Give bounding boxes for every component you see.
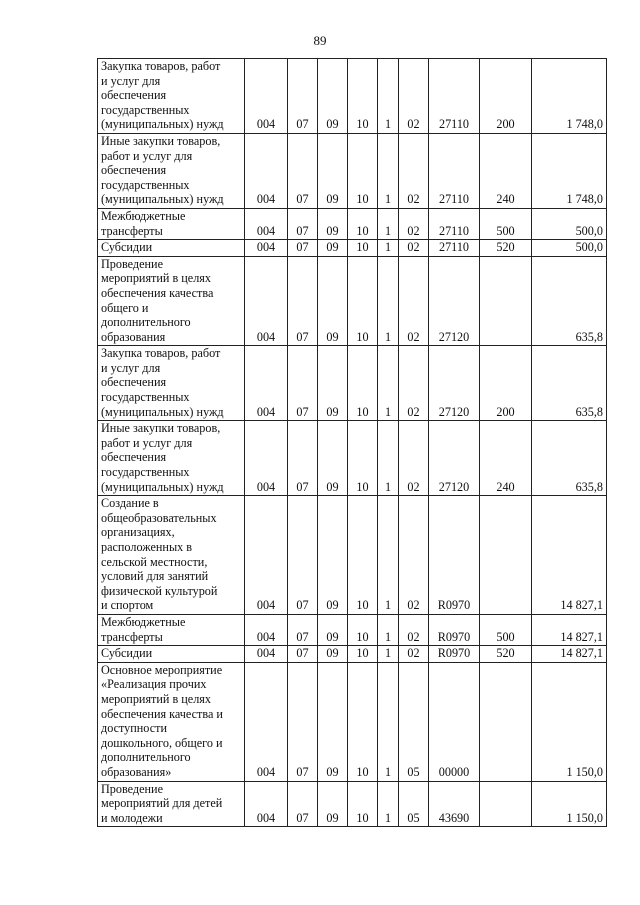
name-line: Иные закупки товаров, <box>101 421 221 436</box>
table-row <box>98 256 607 346</box>
cell-expense-type <box>480 256 532 346</box>
name-line: обеспечения качества и <box>101 706 223 721</box>
cell-section: 07 <box>288 208 318 239</box>
name-line: Проведение <box>101 781 163 796</box>
cell-name <box>98 781 245 827</box>
table-row <box>98 208 607 239</box>
cell-ved: 004 <box>245 208 288 239</box>
cell-program: 10 <box>348 346 378 421</box>
cell-section: 07 <box>288 256 318 346</box>
cell-direction: 27110 <box>429 59 480 134</box>
name-line: дополнительного <box>101 315 191 330</box>
cell-expense-type: 240 <box>480 133 532 208</box>
cell-ved: 004 <box>245 614 288 645</box>
table-row <box>98 421 607 496</box>
cell-program: 10 <box>348 781 378 827</box>
cell-subsection: 09 <box>318 662 348 781</box>
cell-direction: 27110 <box>429 240 480 257</box>
cell-activity: 02 <box>399 346 429 421</box>
cell-subprogram: 1 <box>378 59 399 134</box>
name-line: (муниципальных) нужд <box>101 192 224 207</box>
name-line: трансферты <box>101 223 163 238</box>
cell-program: 10 <box>348 496 378 615</box>
cell-section: 07 <box>288 59 318 134</box>
cell-subprogram: 1 <box>378 662 399 781</box>
cell-ved: 004 <box>245 133 288 208</box>
cell-direction: R0970 <box>429 614 480 645</box>
cell-activity: 02 <box>399 421 429 496</box>
cell-name <box>98 662 245 781</box>
name-line: расположенных в <box>101 540 193 554</box>
cell-activity: 05 <box>399 781 429 827</box>
cell-activity: 02 <box>399 240 429 257</box>
table-row <box>98 346 607 421</box>
table-row <box>98 614 607 645</box>
name-line: доступности <box>101 721 167 736</box>
table-row <box>98 496 607 615</box>
name-line: Межбюджетные <box>101 208 186 223</box>
name-line: дополнительного <box>101 750 191 765</box>
cell-direction: 43690 <box>429 781 480 827</box>
cell-expense-type: 200 <box>480 346 532 421</box>
name-line: работ и услуг для <box>101 435 193 450</box>
cell-section: 07 <box>288 133 318 208</box>
name-line: мероприятий в целях <box>101 691 211 706</box>
cell-activity: 02 <box>399 208 429 239</box>
cell-amount: 14 827,1 <box>532 496 607 615</box>
cell-subprogram: 1 <box>378 256 399 346</box>
cell-ved: 004 <box>245 256 288 346</box>
cell-subprogram: 1 <box>378 614 399 645</box>
name-line: Иные закупки товаров, <box>101 133 221 148</box>
cell-direction: 27110 <box>429 208 480 239</box>
name-line: обеспечения <box>101 163 167 178</box>
cell-section: 07 <box>288 240 318 257</box>
cell-name <box>98 614 245 645</box>
cell-name <box>98 646 245 663</box>
budget-table <box>97 58 607 827</box>
cell-activity: 02 <box>399 496 429 615</box>
name-line: и услуг для <box>101 360 161 375</box>
cell-program: 10 <box>348 646 378 663</box>
name-line: Создание в <box>101 496 159 511</box>
name-line: работ и услуг для <box>101 148 193 163</box>
cell-section: 07 <box>288 421 318 496</box>
cell-subsection: 09 <box>318 781 348 827</box>
cell-direction: 27120 <box>429 421 480 496</box>
cell-ved: 004 <box>245 646 288 663</box>
name-line: «Реализация прочих <box>101 677 207 692</box>
cell-subprogram: 1 <box>378 496 399 615</box>
name-line: Закупка товаров, работ <box>101 346 221 361</box>
cell-amount: 635,8 <box>532 421 607 496</box>
cell-expense-type: 500 <box>480 208 532 239</box>
cell-direction: 27120 <box>429 346 480 421</box>
cell-name <box>98 240 245 257</box>
name-line: общеобразовательных <box>101 510 217 525</box>
cell-program: 10 <box>348 133 378 208</box>
cell-amount: 1 150,0 <box>532 781 607 827</box>
cell-subprogram: 1 <box>378 421 399 496</box>
cell-name <box>98 496 245 615</box>
cell-subprogram: 1 <box>378 133 399 208</box>
table-row <box>98 59 607 134</box>
name-line: и спортом <box>101 598 154 613</box>
cell-subsection: 09 <box>318 240 348 257</box>
cell-activity: 02 <box>399 59 429 134</box>
name-line: мероприятий в целях <box>101 271 211 286</box>
cell-ved: 004 <box>245 781 288 827</box>
cell-amount: 635,8 <box>532 346 607 421</box>
cell-program: 10 <box>348 59 378 134</box>
name-line: государственных <box>101 102 190 117</box>
cell-program: 10 <box>348 208 378 239</box>
cell-direction: 27120 <box>429 256 480 346</box>
cell-expense-type <box>480 662 532 781</box>
cell-amount: 635,8 <box>532 256 607 346</box>
table-row <box>98 662 607 781</box>
cell-section: 07 <box>288 346 318 421</box>
name-line: организациях, <box>101 525 175 540</box>
name-line: дошкольного, общего и <box>101 735 223 750</box>
name-line: Субсидии <box>101 240 153 255</box>
cell-expense-type <box>480 496 532 615</box>
cell-subsection: 09 <box>318 496 348 615</box>
cell-program: 10 <box>348 421 378 496</box>
cell-program: 10 <box>348 662 378 781</box>
name-line: физической культурой <box>101 583 218 598</box>
name-line: условий для занятий <box>101 569 209 584</box>
cell-direction: R0970 <box>429 646 480 663</box>
cell-expense-type: 520 <box>480 646 532 663</box>
name-line: обеспечения качества <box>101 285 214 300</box>
cell-subsection: 09 <box>318 256 348 346</box>
name-line: Субсидии <box>101 646 153 661</box>
budget-table-body <box>98 59 607 827</box>
name-line: (муниципальных) нужд <box>101 404 224 419</box>
cell-activity: 02 <box>399 646 429 663</box>
cell-activity: 02 <box>399 256 429 346</box>
cell-amount: 14 827,1 <box>532 614 607 645</box>
cell-subsection: 09 <box>318 646 348 663</box>
name-line: образования <box>101 329 166 344</box>
cell-ved: 004 <box>245 421 288 496</box>
cell-name <box>98 346 245 421</box>
cell-activity: 02 <box>399 614 429 645</box>
cell-subprogram: 1 <box>378 346 399 421</box>
table-row <box>98 646 607 663</box>
cell-name <box>98 421 245 496</box>
cell-subsection: 09 <box>318 133 348 208</box>
name-line: государственных <box>101 177 190 192</box>
cell-ved: 004 <box>245 346 288 421</box>
name-line: государственных <box>101 390 190 405</box>
cell-subprogram: 1 <box>378 208 399 239</box>
name-line: обеспечения <box>101 450 167 465</box>
cell-subprogram: 1 <box>378 781 399 827</box>
cell-program: 10 <box>348 256 378 346</box>
name-line: обеспечения <box>101 88 167 103</box>
cell-activity: 05 <box>399 662 429 781</box>
name-line: сельской местности, <box>101 554 208 569</box>
name-line: общего и <box>101 300 149 315</box>
cell-section: 07 <box>288 662 318 781</box>
name-line: и молодежи <box>101 810 163 825</box>
cell-subsection: 09 <box>318 346 348 421</box>
cell-expense-type: 240 <box>480 421 532 496</box>
cell-subprogram: 1 <box>378 646 399 663</box>
cell-name <box>98 256 245 346</box>
name-line: образования» <box>101 764 172 779</box>
cell-section: 07 <box>288 614 318 645</box>
name-line: государственных <box>101 465 190 480</box>
cell-subsection: 09 <box>318 208 348 239</box>
name-line: и услуг для <box>101 73 161 88</box>
cell-expense-type: 500 <box>480 614 532 645</box>
cell-amount: 14 827,1 <box>532 646 607 663</box>
cell-name <box>98 59 245 134</box>
cell-amount: 500,0 <box>532 208 607 239</box>
cell-ved: 004 <box>245 662 288 781</box>
cell-program: 10 <box>348 240 378 257</box>
table-row <box>98 240 607 257</box>
cell-expense-type <box>480 781 532 827</box>
cell-name <box>98 208 245 239</box>
name-line: мероприятий для детей <box>101 796 223 811</box>
table-row <box>98 781 607 827</box>
cell-direction: R0970 <box>429 496 480 615</box>
cell-name <box>98 133 245 208</box>
cell-program: 10 <box>348 614 378 645</box>
cell-ved: 004 <box>245 59 288 134</box>
cell-ved: 004 <box>245 496 288 615</box>
name-line: обеспечения <box>101 375 167 390</box>
cell-section: 07 <box>288 496 318 615</box>
cell-amount: 1 150,0 <box>532 662 607 781</box>
name-line: Основное мероприятие <box>101 662 223 677</box>
cell-section: 07 <box>288 781 318 827</box>
name-line: трансферты <box>101 629 163 644</box>
cell-amount: 1 748,0 <box>532 59 607 134</box>
cell-direction: 27110 <box>429 133 480 208</box>
name-line: (муниципальных) нужд <box>101 479 224 494</box>
cell-amount: 1 748,0 <box>532 133 607 208</box>
cell-direction: 00000 <box>429 662 480 781</box>
cell-ved: 004 <box>245 240 288 257</box>
name-line: (муниципальных) нужд <box>101 117 224 132</box>
name-line: Проведение <box>101 256 163 271</box>
name-line: Закупка товаров, работ <box>101 59 221 73</box>
cell-section: 07 <box>288 646 318 663</box>
table-row <box>98 133 607 208</box>
cell-subsection: 09 <box>318 421 348 496</box>
cell-expense-type: 200 <box>480 59 532 134</box>
name-line: Межбюджетные <box>101 614 186 629</box>
page-number: 89 <box>313 33 327 48</box>
cell-activity: 02 <box>399 133 429 208</box>
cell-subsection: 09 <box>318 614 348 645</box>
cell-subsection: 09 <box>318 59 348 134</box>
cell-expense-type: 520 <box>480 240 532 257</box>
cell-amount: 500,0 <box>532 240 607 257</box>
cell-subprogram: 1 <box>378 240 399 257</box>
